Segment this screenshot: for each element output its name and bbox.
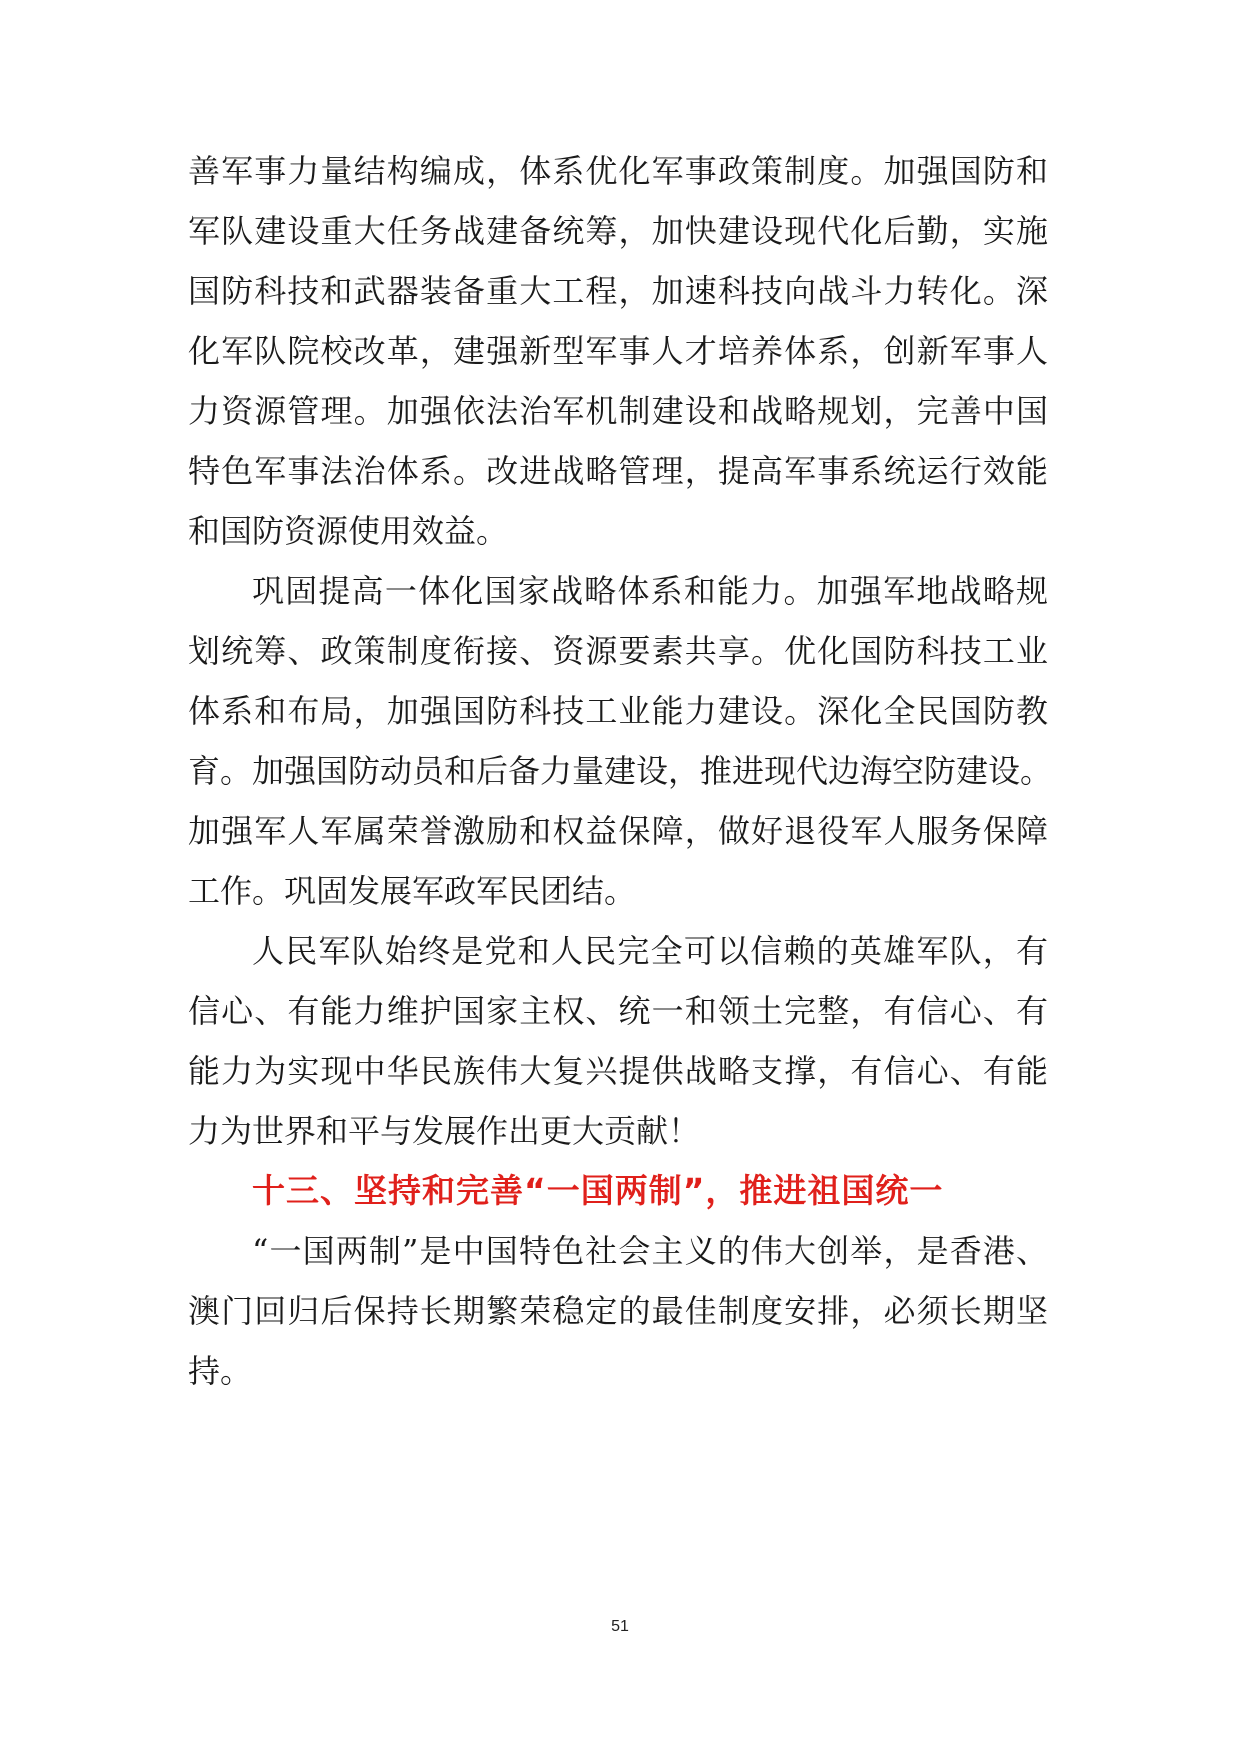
paragraph-3-line-2: 信心、有能力维护国家主权、统一和领土完整，有信心、有: [188, 992, 1048, 1030]
paragraph-4-line-3: 持。: [188, 1352, 253, 1390]
paragraph-4-line-2: 澳门回归后保持长期繁荣稳定的最佳制度安排，必须长期坚: [188, 1292, 1048, 1330]
page-number: 51: [611, 1618, 629, 1635]
paragraph-3-line-4: 力为世界和平与发展作出更大贡献！: [188, 1112, 701, 1150]
paragraph-2-line-6: 工作。巩固发展军政军民团结。: [188, 872, 637, 910]
paragraph-1-line-3: 国防科技和武器装备重大工程，加速科技向战斗力转化。深: [188, 272, 1048, 310]
paragraph-2-line-3: 体系和布局，加强国防科技工业能力建设。深化全民国防教: [188, 692, 1048, 730]
paragraph-2-line-4: 育。加强国防动员和后备力量建设，推进现代边海空防建设。: [188, 752, 1053, 790]
paragraph-3-line-1: 人民军队始终是党和人民完全可以信赖的英雄军队，有: [252, 932, 1048, 970]
section-heading: 十三、坚持和完善“一国两制”，推进祖国统一: [252, 1171, 944, 1210]
paragraph-2-line-5: 加强军人军属荣誉激励和权益保障，做好退役军人服务保障: [188, 812, 1048, 850]
paragraph-3-line-3: 能力为实现中华民族伟大复兴提供战略支撑，有信心、有能: [188, 1052, 1048, 1090]
paragraph-2-line-1: 巩固提高一体化国家战略体系和能力。加强军地战略规: [252, 572, 1048, 610]
paragraph-1-line-1: 善军事力量结构编成，体系优化军事政策制度。加强国防和: [188, 152, 1048, 190]
paragraph-2-line-2: 划统筹、政策制度衔接、资源要素共享。优化国防科技工业: [188, 632, 1048, 670]
paragraph-1-line-5: 力资源管理。加强依法治军机制建设和战略规划，完善中国: [188, 392, 1048, 430]
paragraph-1-line-4: 化军队院校改革，建强新型军事人才培养体系，创新军事人: [188, 332, 1048, 370]
paragraph-1-line-2: 军队建设重大任务战建备统筹，加快建设现代化后勤，实施: [188, 212, 1048, 250]
paragraph-1-line-6: 特色军事法治体系。改进战略管理，提高军事系统运行效能: [188, 452, 1048, 490]
paragraph-1-line-7: 和国防资源使用效益。: [188, 512, 509, 550]
paragraph-4-line-1: “一国两制”是中国特色社会主义的伟大创举，是香港、: [252, 1232, 1048, 1270]
